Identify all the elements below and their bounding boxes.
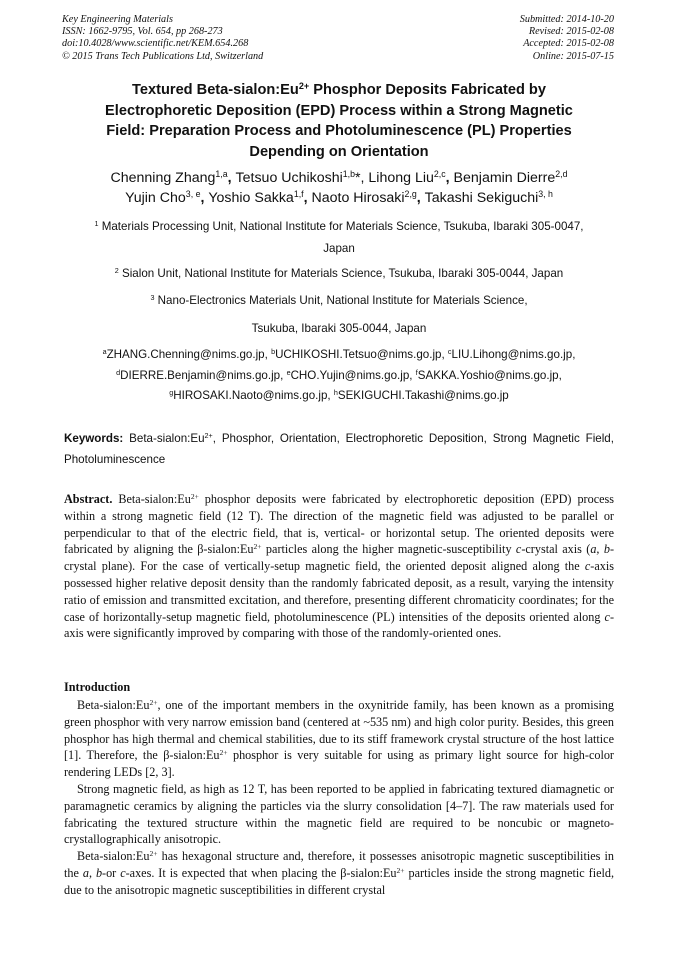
author: Chenning Zhang$^{1,a}$, [110, 169, 236, 186]
author-list [40, 168, 638, 208]
author: Naoto Hirosaki$^{2,g}$, [311, 189, 425, 206]
email-link[interactable]: HIROSAKI.Naoto@nims.go.jp, [173, 389, 334, 403]
paragraph: Strong magnetic field, as high as 12 T, has been reported to be applied in fabricating textured diamagnetic or paramagnetic ceramics by aligning the particles via the slurry consolidation [4–7]. The raw materials used for fabricating the textured structure within the magnetic field are required to be noncubic or magneto-crystallographically anisotropic. [64, 781, 614, 847]
email-link[interactable]: SAKKA.Yoshio@nims.go.jp, [417, 368, 562, 382]
journal-copyright: © 2015 Trans Tech Publications Ltd, Switzerland [62, 50, 264, 62]
date-online: Online: 2015-07-15 [532, 50, 614, 62]
author: Yujin Cho$^{3, e}$, [125, 189, 209, 206]
title-superscript: 2+ [298, 81, 310, 92]
introduction-body [64, 697, 614, 899]
author: Takashi Sekiguchi$^{3, h}$ [424, 189, 553, 206]
date-accepted: Accepted: 2015-02-08 [523, 38, 614, 50]
email-link[interactable]: LIU.Lihong@nims.go.jp, [451, 348, 576, 361]
author: Tetsuo Uchikoshi$^{1,b}$*, [235, 169, 369, 186]
author-line-2 [40, 188, 638, 208]
title-text: Textured Beta-sialon:Eu [132, 82, 299, 98]
title-line-3: Field: Preparation Process and Photoluminescence (PL) Properties [106, 123, 572, 139]
author-line-1 [40, 168, 638, 188]
abstract: Abstract. Beta-$sialon:Eu^{2+}$ phosphor deposits were fabricated by electrophoretic deposition (EPD) process within a strong magnetic field (12 T). The direction of the magnetic field was adjusted to be parallel or perpendicular to that of the electric field, that is, vertical- or horizontal setup. The oriented deposits were fabricated by aligning the $\beta-sialon:Eu^{2+}$ particles along the higher magnetic-susceptibility c-crystal axis (a, b-crystal plane). For the case of vertically-setup magnetic field, the oriented deposit aligned along the c-axis possessed higher relative deposit density than the randomly fabricated deposit, as a result, varying the intensity ratio of emission and transmitted excitation, and therefore, presenting different chromaticity coordinates; for the case of horizontally-setup magnetic field, photoluminescence (PL) intensities of the deposits oriented along c-axis were significantly improved by comparing with those of the randomly-oriented ones. [64, 491, 614, 641]
journal-issn: ISSN: 1662-9795, Vol. 654, pp 268-273 [62, 26, 223, 38]
keywords-label: Keywords: [64, 432, 124, 445]
title-line-2: Electrophoretic Deposition (EPD) Process within a Strong Magnetic [105, 102, 573, 119]
author-emails: $^a$ZHANG.Chenning@nims.go.jp, $^b$UCHIKOSHI.Tetsuo@nims.go.jp, $^c$LIU.Lihong@nims.go.jp, $^d$DIERRE.Benjamin@nims.go.jp, $^e$CHO.Yujin@nims.go.jp, $^f$SAKKA.Yoshio@nims.go.jp, $^g$HIROSAKI.Naoto@nims.go.jp, $^h$SEKIGUCHI.Takashi@nims.go.jp [102, 347, 576, 403]
title-text: Phosphor Deposits Fabricated by [309, 82, 546, 98]
email-link[interactable]: DIERRE.Benjamin@nims.go.jp, [120, 368, 287, 382]
paper-title [60, 80, 618, 162]
email-link[interactable]: SEKIGUCHI.Takashi@nims.go.jp [337, 389, 509, 403]
abstract-label: Abstract. [64, 492, 113, 506]
affiliation-2: $^2$ Sialon Unit, National Institute for Materials Science, Tsukuba, Ibaraki 305-0044, Japan [114, 266, 564, 280]
author: Yoshio Sakka$^{1,f}$, [208, 189, 312, 206]
title-line-1 [60, 80, 618, 101]
dates-header [520, 14, 614, 63]
journal-header [62, 14, 263, 63]
email-link[interactable]: UCHIKOSHI.Tetsuo@nims.go.jp, [275, 348, 448, 361]
section-heading: Introduction [64, 680, 131, 694]
title-line-4: Depending on Orientation [249, 143, 429, 160]
email-link[interactable]: CHO.Yujin@nims.go.jp, [290, 368, 416, 382]
paragraph: Beta-$sialon:Eu^{2+}$ has hexagonal structure and, therefore, it possesses anisotropic magnetic susceptibilities in the a, b-or c-axes. It is expected that when placing the $\beta-sialon:Eu^{2+}$ particles inside the strong magnetic field, due to the anisotropic magnetic susceptibilities in different crystal [64, 849, 615, 897]
author: Lihong Liu$^{2,c}$, [368, 169, 454, 186]
journal-name: Key Engineering Materials [62, 14, 173, 25]
keywords: Keywords: Beta-$sialon:Eu^{2+}$, Phosphor, Orientation, Electrophoretic Deposition, Strong Magnetic Field, Photoluminescence [64, 431, 614, 466]
email-link[interactable]: ZHANG.Chenning@nims.go.jp, [106, 348, 272, 361]
affiliation-3: $^3$ Nano-Electronics Materials Unit, National Institute for Materials Science, Tsukuba, Ibaraki 305-0044, Japan [150, 293, 528, 335]
affiliation-1: $^1$ Materials Processing Unit, National Institute for Materials Science, Tsukuba, Ibaraki 305-0047, Japan [94, 219, 584, 255]
paragraph: Beta-$sialon:Eu^{2+}$, one of the important members in the oxynitride family, has been known as a promising green phosphor with very narrow emission band (centered at ~535 nm) and high color purity. Besides, this green phosphor has high thermal and chemical stabilities, due to its stiff framework crystal structure of the host lattice [1]. Therefore, the $\beta-sialon:Eu^{2+}$ phosphor is very suitable for using as primary light source for high-color rendering LEDs [2, 3]. [64, 697, 614, 780]
date-submitted: Submitted: 2014-10-20 [519, 14, 614, 25]
author: Benjamin Dierre$^{2,d}$ [453, 169, 568, 186]
journal-doi: doi:10.4028/www.scientific.net/KEM.654.268 [62, 38, 249, 50]
date-revised: Revised: 2015-02-08 [528, 26, 614, 38]
